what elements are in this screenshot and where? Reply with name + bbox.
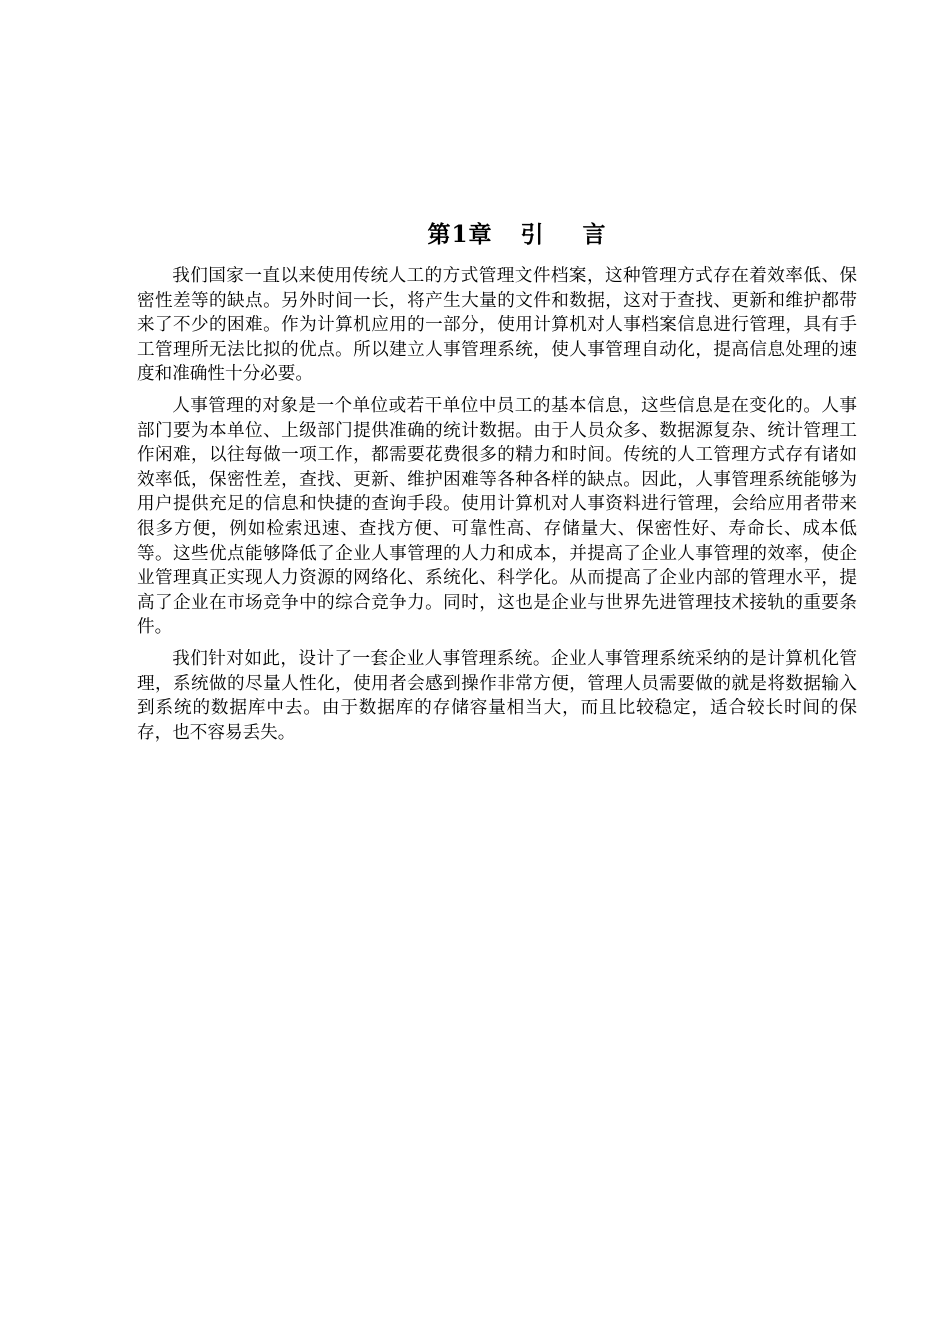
chapter-title-word-1: 引 [520,221,545,248]
chapter-label: 第1章 [427,221,493,248]
document-page [137,218,857,752]
paragraph-1: 我们国家一直以来使用传统人工的方式管理文件档案，这种管理方式存在着效率低、保密性差等的缺点。另外时间一长，将产生大量的文件和数据，这对于查找、更新和维护都带来了不少的困难。作为计算机应用的一部分，使用计算机对人事档案信息进行管理，具有手工管理所无法比拟的优点。所以建立人事管理系统，使人事管理自动化，提高信息处理的速度和准确性十分必要。 [137,266,857,385]
paragraph-2: 人事管理的对象是一个单位或若干单位中员工的基本信息，这些信息是在变化的。人事部门要为本单位、上级部门提供准确的统计数据。由于人员众多、数据源复杂、统计管理工作闲难，以往每做一项工作，都需要花费很多的精力和时间。传统的人工管理方式存有诸如效率低，保密性差，查找、更新、维护困难等各种各样的缺点。因此，人事管理系统能够为用户提供充足的信息和快捷的查询手段。使用计算机对人事资料进行管理，会给应用者带来很多方便，例如检索迅速、查找方便、可靠性高、存储量大、保密性好、寿命长、成本低等。这些优点能够降低了企业人事管理的人力和成本，并提高了企业人事管理的效率，使企业管理真正实现人力资源的网络化、系统化、科学化。从而提高了企业内部的管理水平，提高了企业在市场竞争中的综合竞争力。同时，这也是企业与世界先进管理技术接轨的重要条件。 [137,395,857,638]
chapter-title [137,218,857,252]
chapter-title-word-2: 言 [582,221,607,248]
paragraph-3: 我们针对如此，设计了一套企业人事管理系统。企业人事管理系统采纳的是计算机化管理，系统做的尽量人性化，使用者会感到操作非常方便，管理人员需要做的就是将数据输入到系统的数据库中去。由于数据库的存储容量相当大，而且比较稳定，适合较长时间的保存，也不容易丢失。 [137,648,857,743]
